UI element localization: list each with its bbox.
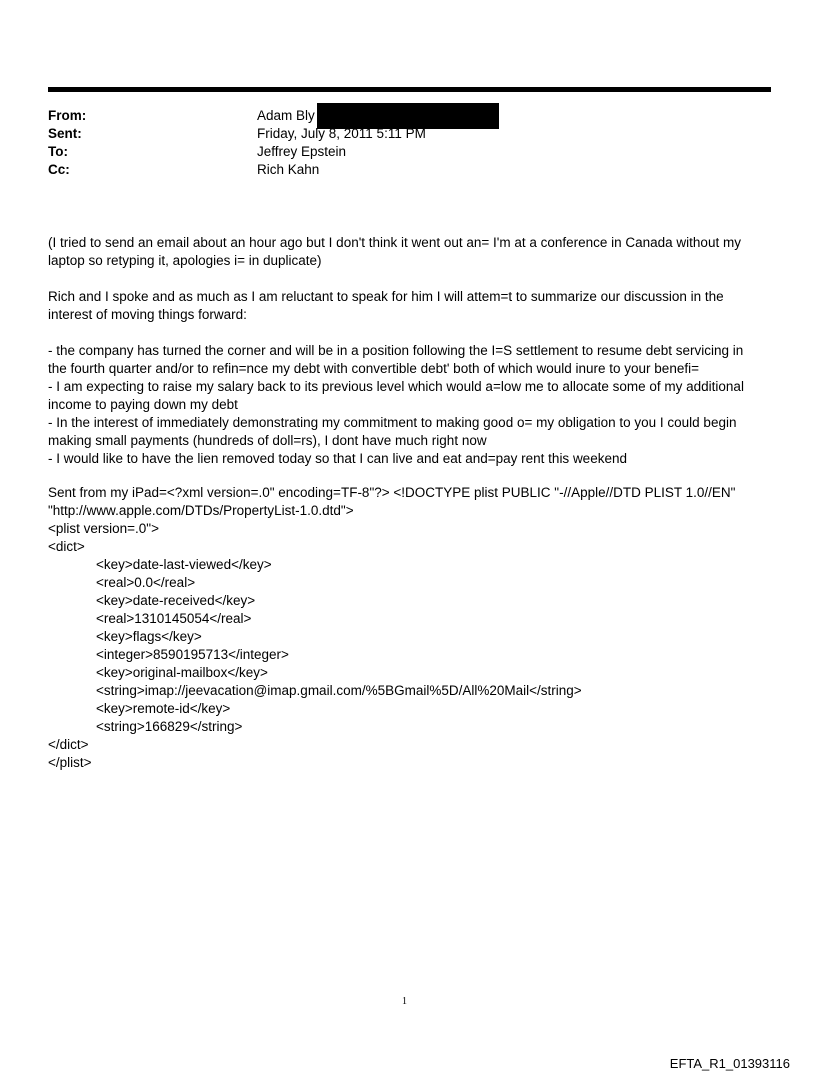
plist-entry-line: <key>remote-id</key> <box>96 701 231 716</box>
bullet-item: - I would like to have the lien removed today so that I can live and eat and=pay rent this weekend <box>48 451 627 466</box>
cc-value: Rich Kahn <box>257 162 320 177</box>
bullet-item: - In the interest of immediately demonstrating my commitment to making good o= my obligation to you I could begin making small payments (hundreds of doll=rs), I dont have much right now <box>48 415 741 448</box>
header-rule <box>48 87 771 92</box>
plist-intro-text: Sent from my iPad=<?xml version=.0" encoding=TF-8"?> <!DOCTYPE plist PUBLIC "-//Apple//DTD PLIST 1.0//EN" "http://www.apple.com/DTDs/PropertyList-1.0.dtd"> <box>48 485 740 518</box>
sent-value: Friday, July 8, 2011 5:11 PM <box>257 126 426 141</box>
from-label: From: <box>48 108 87 123</box>
plist-open-tag: <plist version=.0"> <box>48 521 159 536</box>
to-label: To: <box>48 144 68 159</box>
plist-entry-line: <real>0.0</real> <box>96 575 196 590</box>
plist-entry-line: <real>1310145054</real> <box>96 611 252 626</box>
plist-entry-line: <key>date-last-viewed</key> <box>96 557 272 572</box>
to-value: Jeffrey Epstein <box>257 144 347 159</box>
dict-close-tag: </dict> <box>48 737 89 752</box>
page-number: 1 <box>402 996 407 1007</box>
paragraph-1: (I tried to send an email about an hour ago but I don't think it went out an= I'm at a conference in Canada without my laptop so retyping it, apologies i= in duplicate) <box>48 235 745 268</box>
plist-entry-line: <key>flags</key> <box>96 629 202 644</box>
cc-label: Cc: <box>48 162 70 177</box>
email-body-bullets <box>48 342 760 468</box>
bullet-item: - I am expecting to raise my salary back to its previous level which would a=low me to allocate some of my additional income to paying down my debt <box>48 379 748 412</box>
bullet-item: - the company has turned the corner and will be in a position following the I=S settlement to resume debt servicing in the fourth quarter and/or to refin=nce my debt with convertible debt' both of which would inure to your benefi= <box>48 343 748 376</box>
plist-entry-line: <integer>8590195713</integer> <box>96 647 289 662</box>
dict-open-tag: <dict> <box>48 539 85 554</box>
plist-entry-line: <string>imap://jeevacation@imap.gmail.com/%5BGmail%5D/All%20Mail</string> <box>96 683 582 698</box>
plist-close-tag: </plist> <box>48 755 92 770</box>
email-body-summary <box>48 288 760 324</box>
paragraph-2: Rich and I spoke and as much as I am reluctant to speak for him I will attem=t to summarize our discussion in the interest of moving things forward: <box>48 289 728 322</box>
sent-label: Sent: <box>48 126 82 141</box>
from-value: Adam Bly <box>257 108 315 123</box>
plist-entry-line: <string>166829</string> <box>96 719 243 734</box>
bates-number: EFTA_R1_01393116 <box>669 1056 790 1071</box>
plist-entry-line: <key>original-mailbox</key> <box>96 665 268 680</box>
plist-intro <box>48 484 760 520</box>
plist-entry-line: <key>date-received</key> <box>96 593 256 608</box>
email-body-intro <box>48 234 760 270</box>
